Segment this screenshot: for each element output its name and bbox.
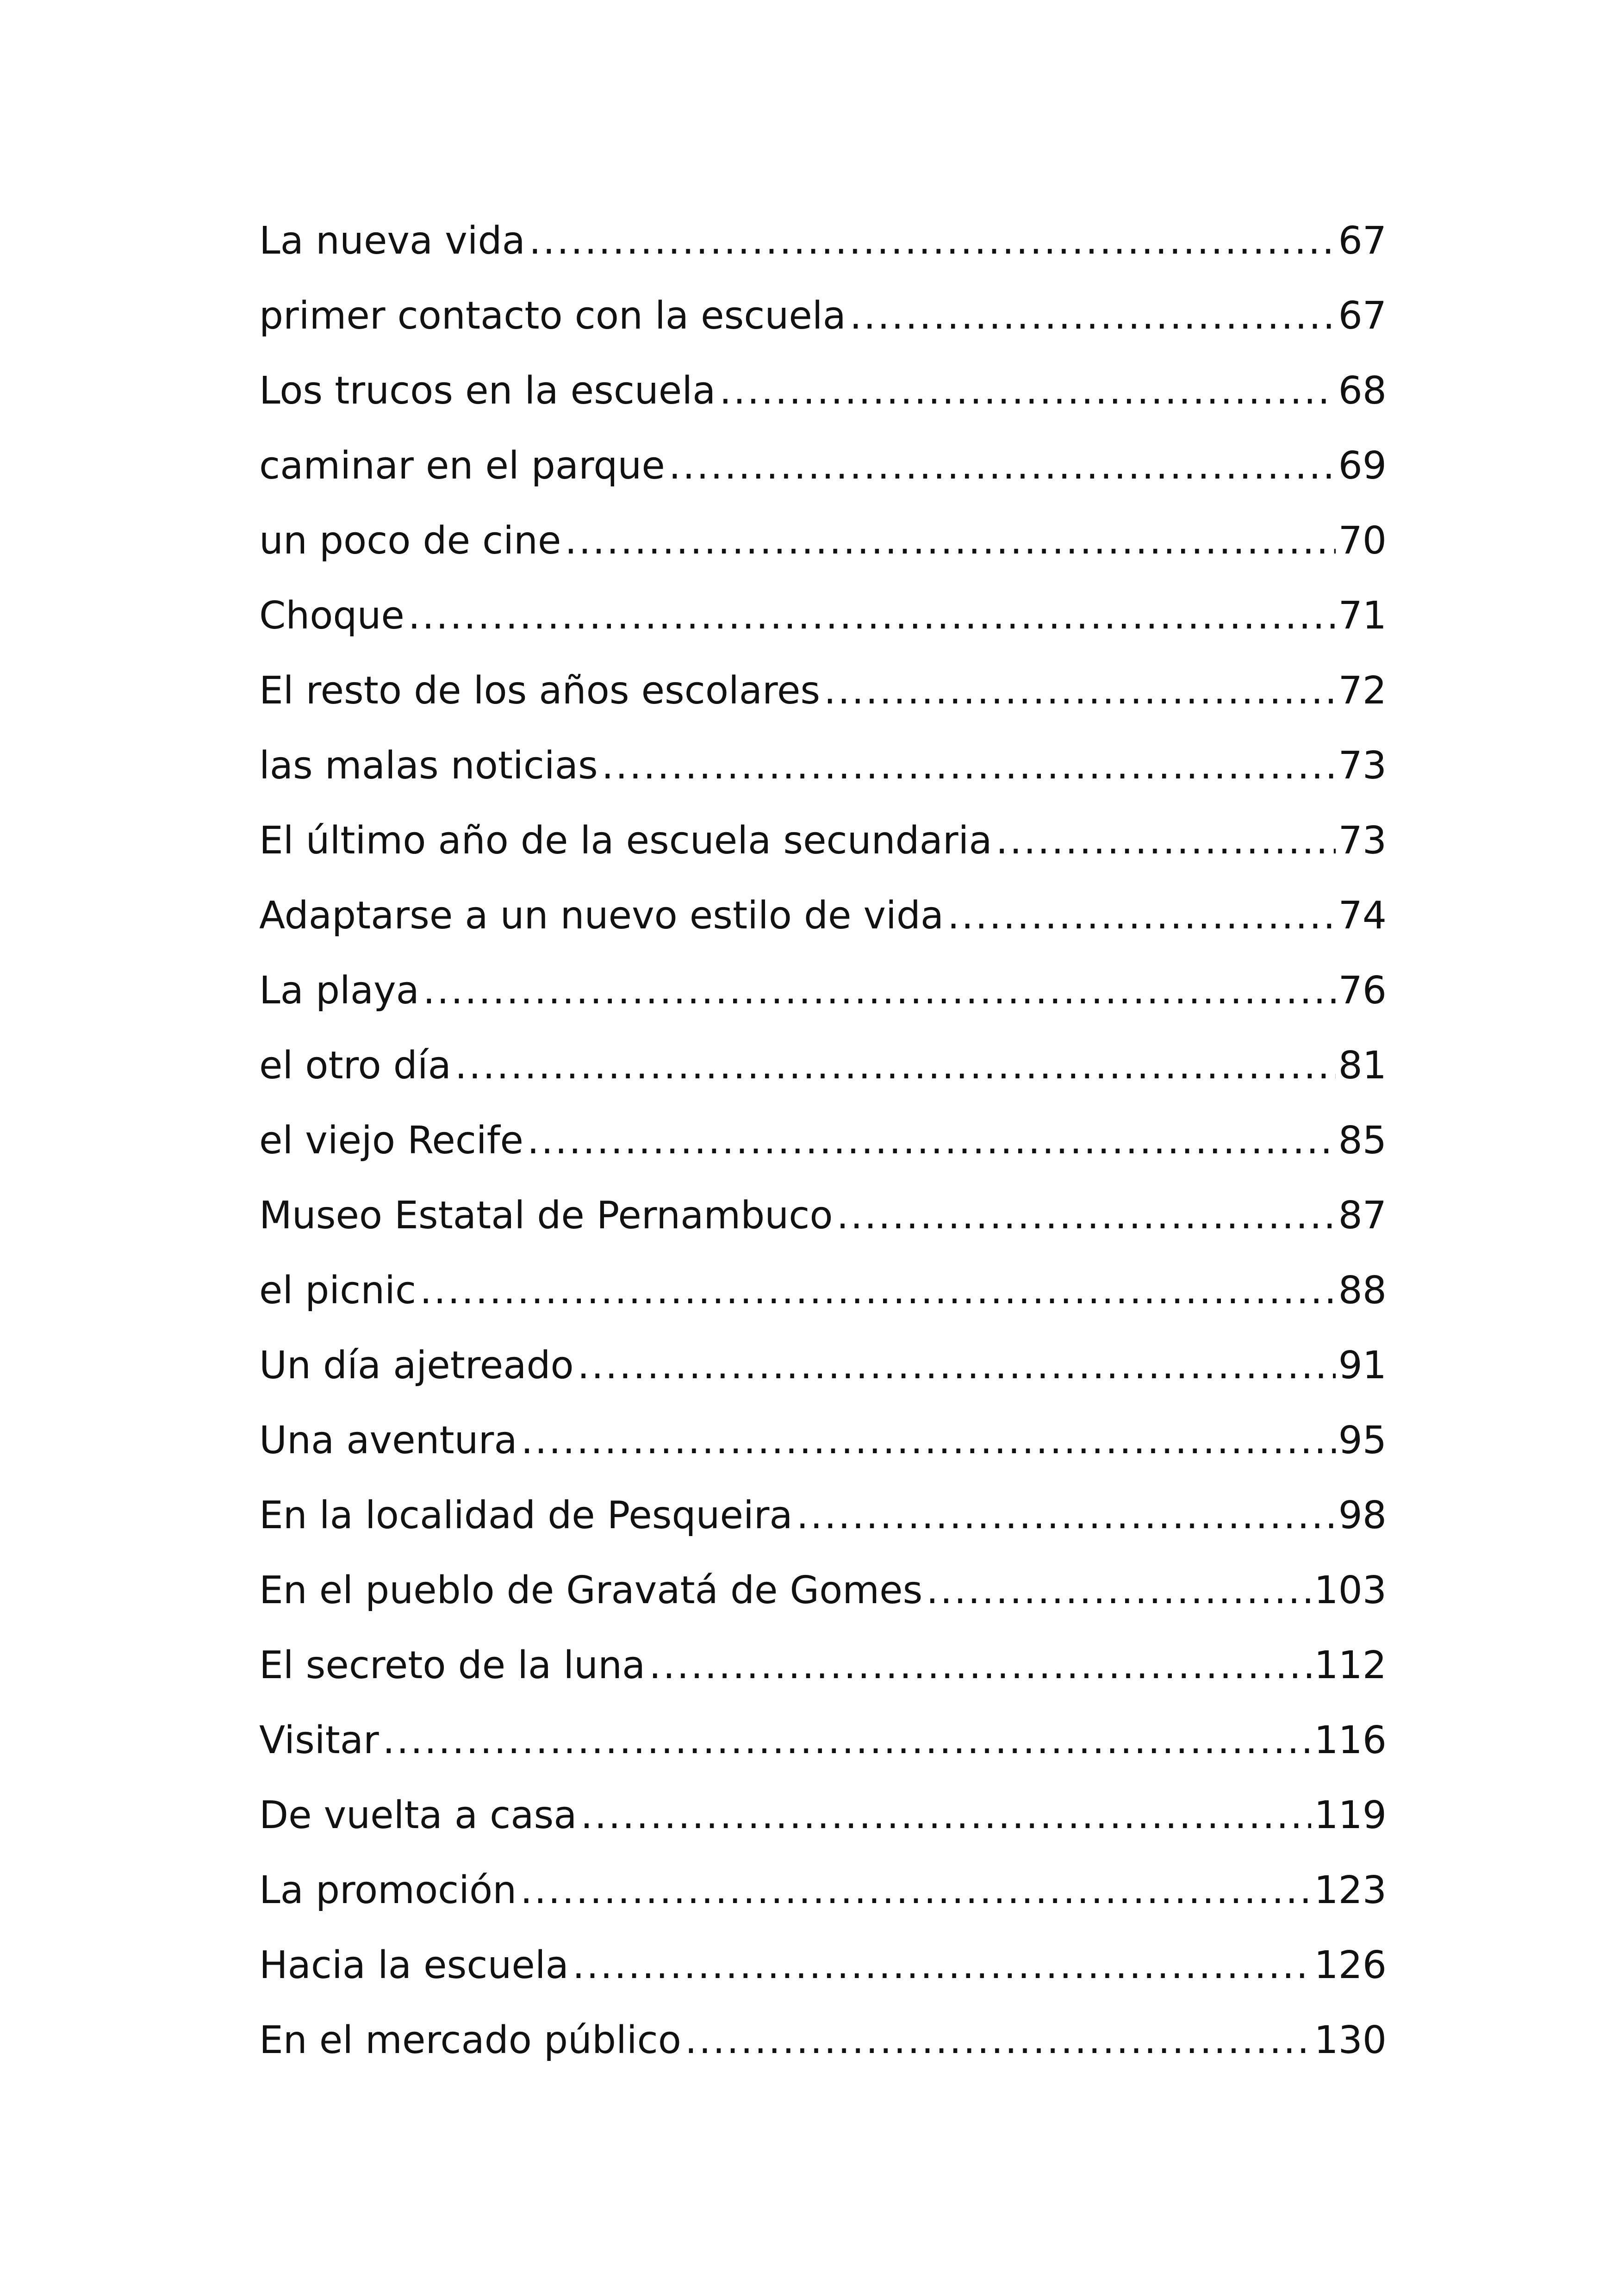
toc-entry[interactable] xyxy=(259,1628,1387,1703)
toc-entry[interactable] xyxy=(259,354,1387,429)
toc-entry-page: 74 xyxy=(1338,894,1387,938)
toc-entry[interactable] xyxy=(259,579,1387,653)
toc-dot-leader xyxy=(649,1628,1311,1703)
toc-dot-leader xyxy=(926,1553,1311,1628)
toc-entry-title: El resto de los años escolares xyxy=(259,669,821,713)
toc-entry-page: 72 xyxy=(1338,669,1387,713)
toc-entry-title: el viejo Recife xyxy=(259,1119,523,1163)
toc-entry-title: el otro día xyxy=(259,1044,451,1088)
toc-entry-page: 112 xyxy=(1314,1643,1387,1687)
toc-entry[interactable] xyxy=(259,279,1387,354)
toc-dot-leader xyxy=(824,653,1336,728)
toc-entry-title: De vuelta a casa xyxy=(259,1793,577,1837)
toc-entry-title: En la localidad de Pesqueira xyxy=(259,1493,793,1537)
toc-entry-page: 81 xyxy=(1338,1044,1387,1088)
toc-entry-page: 70 xyxy=(1338,519,1387,563)
toc-entry-title: La nueva vida xyxy=(259,219,525,263)
toc-entry[interactable] xyxy=(259,1103,1387,1178)
toc-dot-leader xyxy=(719,354,1335,429)
toc-entry[interactable] xyxy=(259,878,1387,953)
toc-entry[interactable] xyxy=(259,953,1387,1028)
toc-entry-page: 85 xyxy=(1338,1119,1387,1163)
toc-dot-leader xyxy=(573,1928,1312,2003)
toc-dot-leader xyxy=(383,1703,1312,1778)
toc-dot-leader xyxy=(455,1028,1336,1103)
toc-entry[interactable] xyxy=(259,1553,1387,1628)
toc-entry[interactable] xyxy=(259,429,1387,504)
toc-entry-title: el picnic xyxy=(259,1269,417,1313)
toc-entry-page: 126 xyxy=(1314,1943,1387,1987)
toc-entry-page: 67 xyxy=(1338,294,1387,338)
toc-dot-leader xyxy=(520,1853,1311,1928)
toc-entry-title: La promoción xyxy=(259,1868,517,1912)
toc-dot-leader xyxy=(580,1778,1311,1853)
toc-dot-leader xyxy=(521,1403,1336,1478)
toc-dot-leader xyxy=(420,1253,1336,1328)
toc-entry-page: 103 xyxy=(1314,1568,1387,1612)
toc-entry-page: 67 xyxy=(1338,219,1387,263)
toc-entry[interactable] xyxy=(259,1178,1387,1253)
toc-entry-title: En el pueblo de Gravatá de Gomes xyxy=(259,1568,923,1612)
toc-entry[interactable] xyxy=(259,728,1387,803)
toc-entry-title: Museo Estatal de Pernambuco xyxy=(259,1194,833,1238)
toc-entry-title: Un día ajetreado xyxy=(259,1344,574,1388)
toc-entry-page: 91 xyxy=(1338,1344,1387,1388)
toc-entry[interactable] xyxy=(259,1703,1387,1778)
toc-entry[interactable] xyxy=(259,1028,1387,1103)
toc-dot-leader xyxy=(408,579,1336,653)
toc-entry-title: primer contacto con la escuela xyxy=(259,294,846,338)
toc-entry-page: 88 xyxy=(1338,1269,1387,1313)
toc-entry-page: 95 xyxy=(1338,1419,1387,1462)
toc-entry[interactable] xyxy=(259,2003,1387,2078)
toc-entry-page: 130 xyxy=(1314,2018,1387,2062)
toc-entry-title: un poco de cine xyxy=(259,519,561,563)
toc-entry[interactable] xyxy=(259,1403,1387,1478)
toc-dot-leader xyxy=(797,1478,1336,1553)
toc-entry-title: Los trucos en la escuela xyxy=(259,369,716,413)
toc-entry[interactable] xyxy=(259,1328,1387,1403)
toc-entry[interactable] xyxy=(259,803,1387,878)
toc-dot-leader xyxy=(685,2003,1312,2078)
toc-entry-title: Una aventura xyxy=(259,1419,517,1462)
toc-entry-page: 119 xyxy=(1314,1793,1387,1837)
toc-dot-leader xyxy=(529,204,1336,279)
toc-entry-page: 116 xyxy=(1314,1718,1387,1762)
toc-entry-page: 98 xyxy=(1338,1493,1387,1537)
toc-entry-title: El último año de la escuela secundaria xyxy=(259,819,992,863)
toc-entry-title: Choque xyxy=(259,594,404,638)
toc-entry-page: 73 xyxy=(1338,819,1387,863)
toc-entry[interactable] xyxy=(259,1928,1387,2003)
table-of-contents xyxy=(259,204,1387,2078)
toc-entry-title: Visitar xyxy=(259,1718,379,1762)
toc-entry[interactable] xyxy=(259,504,1387,579)
toc-entry[interactable] xyxy=(259,1253,1387,1328)
toc-entry[interactable] xyxy=(259,1778,1387,1853)
toc-entry[interactable] xyxy=(259,653,1387,728)
toc-entry[interactable] xyxy=(259,1853,1387,1928)
toc-entry-title: El secreto de la luna xyxy=(259,1643,646,1687)
toc-entry-page: 76 xyxy=(1338,969,1387,1013)
toc-dot-leader xyxy=(423,953,1336,1028)
toc-entry-title: En el mercado público xyxy=(259,2018,681,2062)
toc-entry-title: Hacia la escuela xyxy=(259,1943,569,1987)
toc-entry[interactable] xyxy=(259,1478,1387,1553)
toc-dot-leader xyxy=(947,878,1336,953)
toc-dot-leader xyxy=(996,803,1336,878)
toc-dot-leader xyxy=(850,279,1336,354)
toc-entry-title: Adaptarse a un nuevo estilo de vida xyxy=(259,894,944,938)
toc-dot-leader xyxy=(837,1178,1336,1253)
toc-entry-page: 73 xyxy=(1338,744,1387,788)
toc-entry-page: 68 xyxy=(1338,369,1387,413)
toc-dot-leader xyxy=(565,504,1335,579)
toc-entry-title: La playa xyxy=(259,969,419,1013)
toc-entry-page: 71 xyxy=(1338,594,1387,638)
toc-entry[interactable] xyxy=(259,204,1387,279)
toc-entry-title: las malas noticias xyxy=(259,744,598,788)
toc-entry-title: caminar en el parque xyxy=(259,444,665,488)
toc-entry-page: 123 xyxy=(1314,1868,1387,1912)
toc-dot-leader xyxy=(602,728,1336,803)
toc-dot-leader xyxy=(578,1328,1336,1403)
toc-entry-page: 69 xyxy=(1338,444,1387,488)
toc-dot-leader xyxy=(669,429,1336,504)
toc-entry-page: 87 xyxy=(1338,1194,1387,1238)
toc-dot-leader xyxy=(527,1103,1336,1178)
